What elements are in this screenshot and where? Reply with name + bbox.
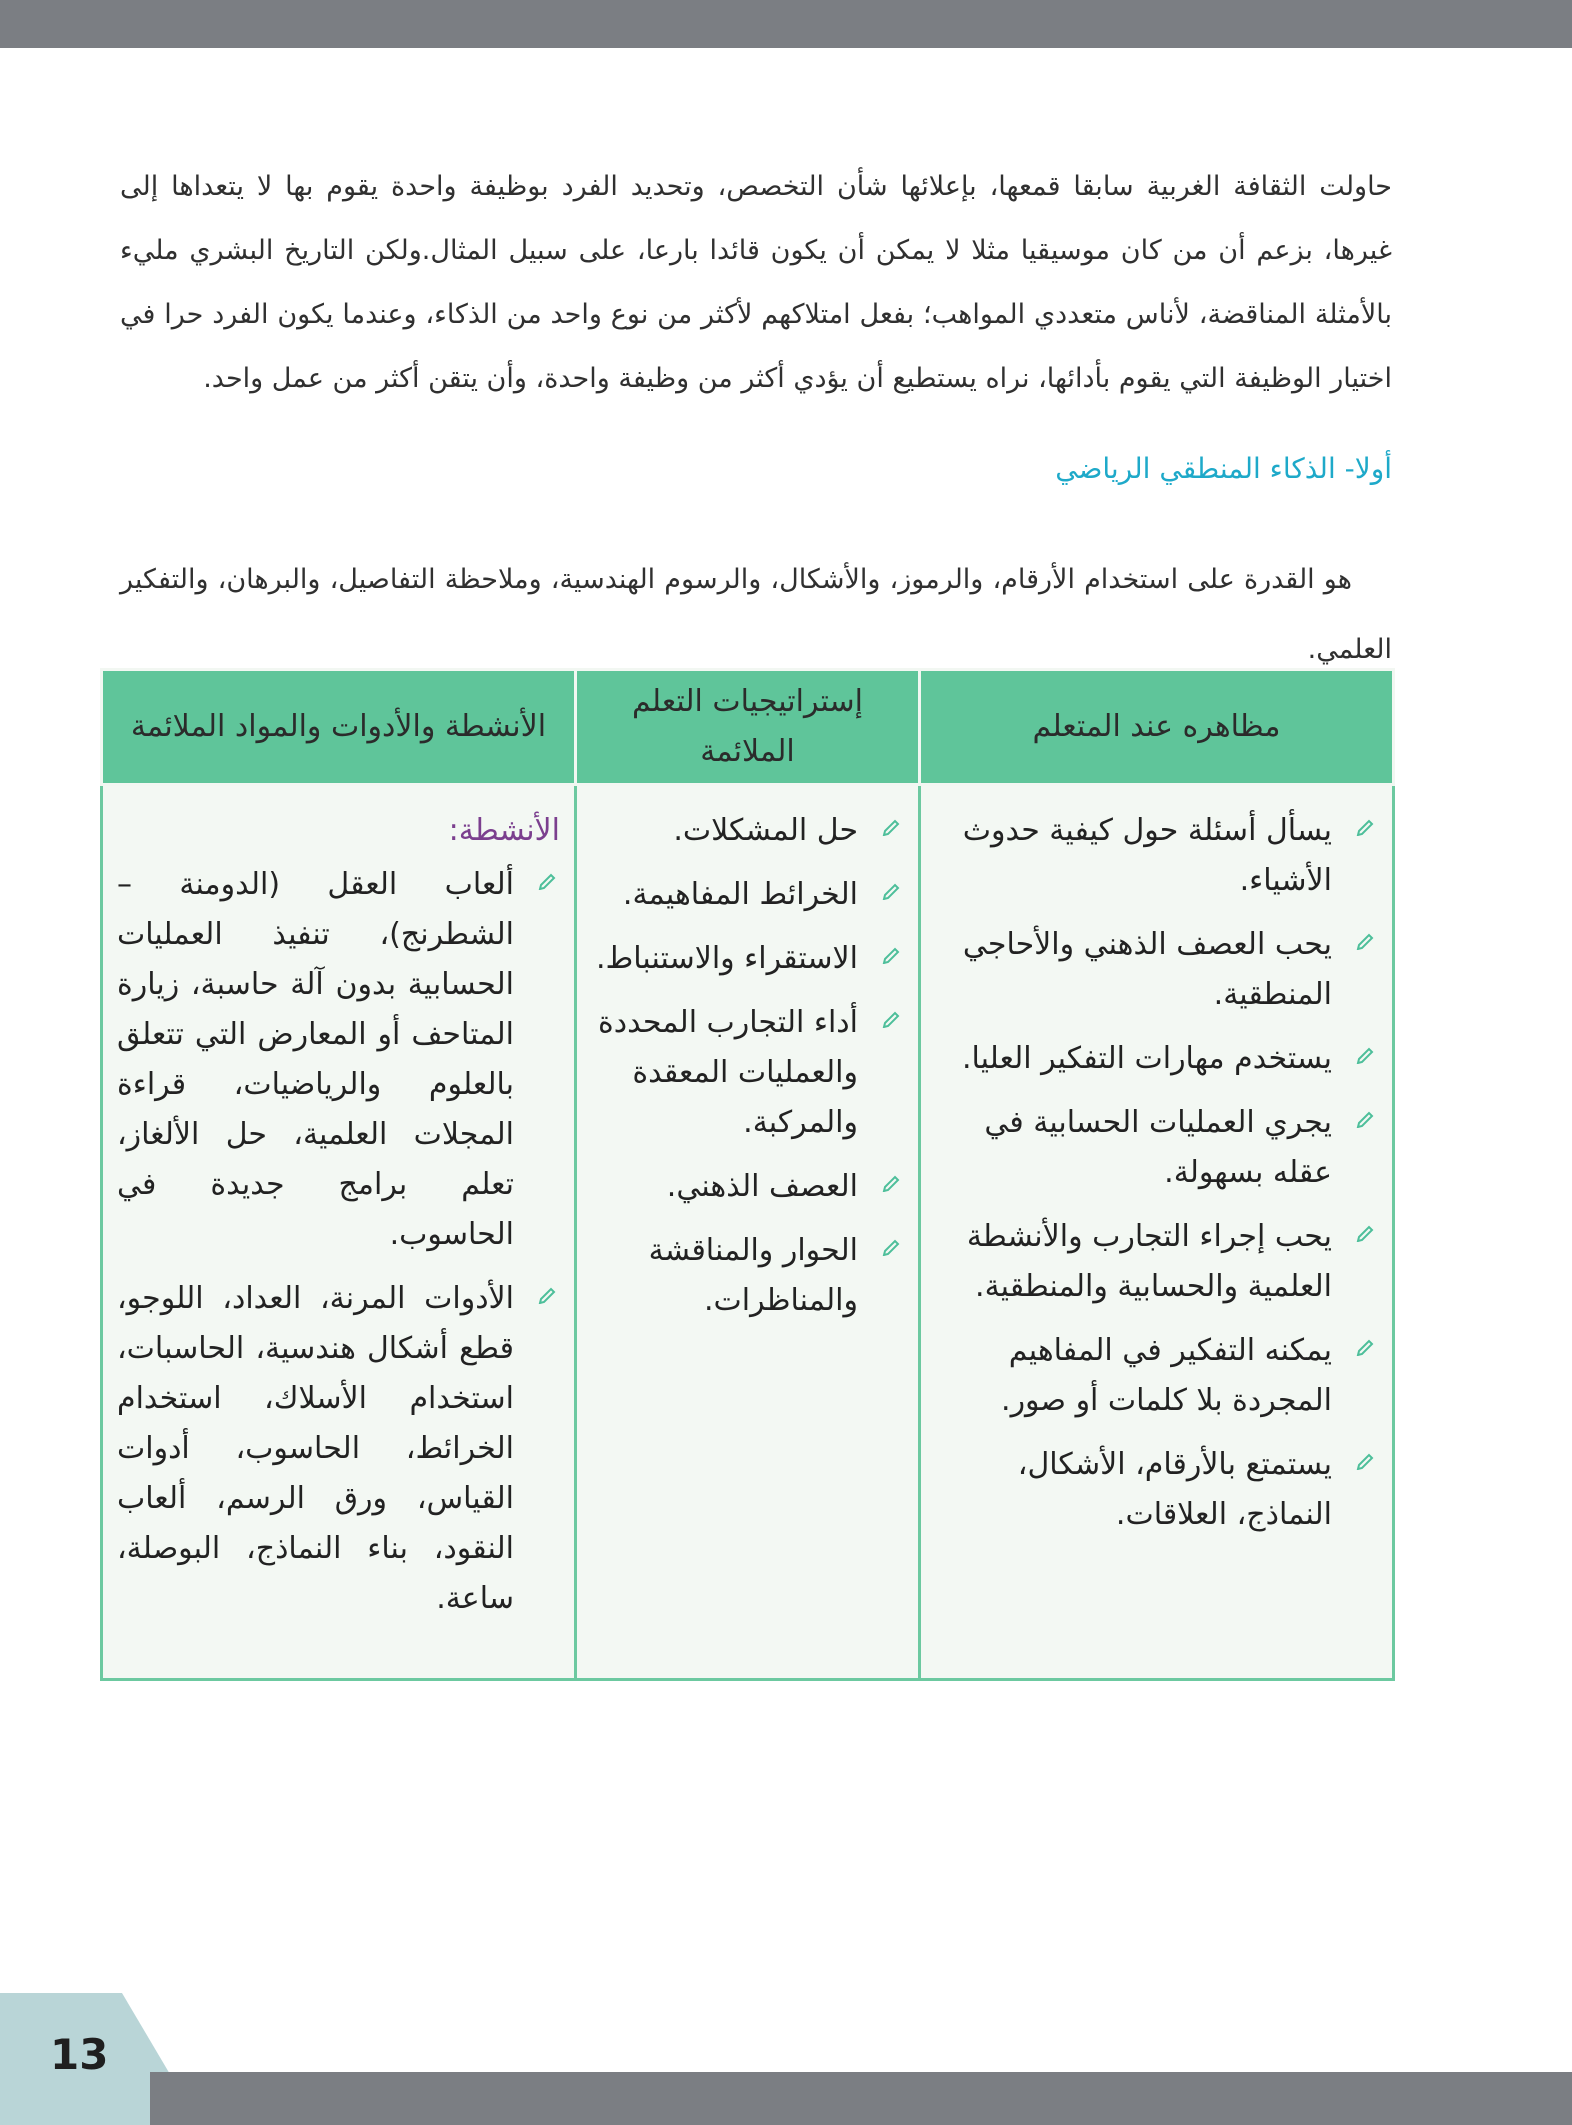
section-heading: أولا- الذكاء المنطقي الرياضي [1055, 452, 1392, 485]
intro-paragraph: حاولت الثقافة الغربية سابقا قمعها، بإعلائها شأن التخصص، وتحديد الفرد بوظيفة واحدة يقوم بها لا يتعداها إلى غيرها، بزعم أن من كان موسيقيا مثلا لا يمكن أن يكون قائدا بارعا، على سبيل المثال.ولكن التاريخ البشري مليء بالأمثلة المناقضة، لأناس متعددي المواهب؛ بفعل امتلاكهم لأكثر من نوع واحد من الذكاء، وعندما يكون الفرد حرا في اختيار الوظيفة التي يقوم بأدائها، نراه يستطيع أن يؤدي أكثر من وظيفة واحدة، وأن يتقن أكثر من عمل واحد. [120, 171, 1392, 394]
page-number: 13 [50, 2030, 109, 2079]
list-item: يمكنه التفكير في المفاهيم المجردة بلا كلمات أو صور. [935, 1326, 1378, 1426]
pencil-bullet-icon [536, 1284, 558, 1306]
definition-paragraph [120, 545, 1392, 685]
top-bar [0, 0, 1572, 48]
list-item: يسأل أسئلة حول كيفية حدوث الأشياء. [935, 806, 1378, 906]
pencil-bullet-icon [536, 870, 558, 892]
pencil-bullet-icon [1354, 1222, 1376, 1244]
pencil-bullet-icon [880, 1236, 902, 1258]
activities-label: الأنشطة: [448, 813, 560, 848]
strategies-cell [576, 785, 920, 1680]
list-item: يجري العمليات الحسابية في عقله بسهولة. [935, 1098, 1378, 1198]
header-strategies: إستراتيجيات التعلم الملائمة [576, 670, 920, 785]
pencil-bullet-icon [1354, 816, 1376, 838]
list-item: الأدوات المرنة، العداد، اللوجو، قطع أشكال هندسية، الحاسبات، استخدام الأسلاك، استخدام الخرائط، الحاسوب، أدوات القياس، ورق الرسم، ألعاب النقود، بناء النماذج، البوصلة، ساعة. [117, 1274, 560, 1624]
header-activities: الأنشطة والأدوات والمواد الملائمة [102, 670, 576, 785]
pencil-bullet-icon [1354, 1336, 1376, 1358]
list-item: الحوار والمناقشة والمناظرات. [591, 1226, 904, 1326]
list-item: الخرائط المفاهيمة. [591, 870, 904, 920]
list-item: الاستقراء والاستنباط. [591, 934, 904, 984]
list-item: يحب إجراء التجارب والأنشطة العلمية والحسابية والمنطقية. [935, 1212, 1378, 1312]
definition-text: هو القدرة على استخدام الأرقام، والرموز، والأشكال، والرسوم الهندسية، وملاحظة التفاصيل، والبرهان، والتفكير العلمي. [120, 564, 1392, 665]
pencil-bullet-icon [880, 880, 902, 902]
bottom-bar [150, 2072, 1572, 2125]
strategies-list [591, 806, 904, 1326]
list-item: حل المشكلات. [591, 806, 904, 856]
pencil-bullet-icon [880, 944, 902, 966]
list-item: يستمتع بالأرقام، الأشكال، النماذج، العلاقات. [935, 1440, 1378, 1540]
list-item: العصف الذهني. [591, 1162, 904, 1212]
activities-list [117, 860, 560, 1624]
pencil-bullet-icon [1354, 1450, 1376, 1472]
manifestations-cell [920, 785, 1394, 1680]
list-item: ألعاب العقل (الدومنة – الشطرنج)، تنفيذ العمليات الحسابية بدون آلة حاسبة، زيارة المتاحف أو المعارض التي تتعلق بالعلوم والرياضيات، قراءة المجلات العلمية، حل الألغاز، تعلم برامج جديدة في الحاسوب. [117, 860, 560, 1260]
header-manifestations: مظاهره عند المتعلم [920, 670, 1394, 785]
pencil-bullet-icon [880, 816, 902, 838]
pencil-bullet-icon [1354, 930, 1376, 952]
list-item: أداء التجارب المحددة والعمليات المعقدة والمركبة. [591, 998, 904, 1148]
pencil-bullet-icon [880, 1008, 902, 1030]
intelligence-table [100, 668, 1395, 1681]
list-item: يستخدم مهارات التفكير العليا. [935, 1034, 1378, 1084]
activities-cell [102, 785, 576, 1680]
pencil-bullet-icon [1354, 1108, 1376, 1130]
pencil-bullet-icon [880, 1172, 902, 1194]
pencil-bullet-icon [1354, 1044, 1376, 1066]
list-item: يحب العصف الذهني والأحاجي المنطقية. [935, 920, 1378, 1020]
manifestations-list [935, 806, 1378, 1540]
